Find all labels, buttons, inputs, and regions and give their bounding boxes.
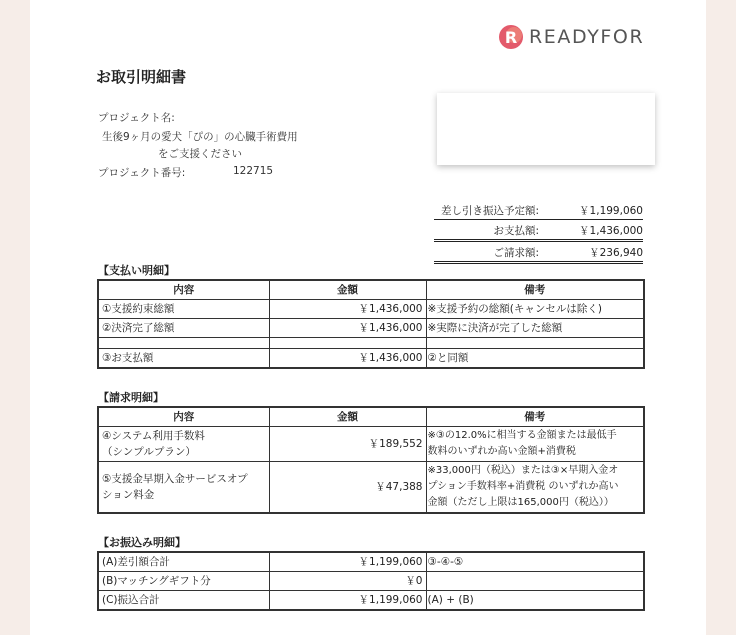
billing-table (97, 406, 645, 514)
logo-wordmark: READYFOR (529, 26, 645, 48)
note-cell (426, 572, 644, 591)
note-line: ※③の12.0%に相当する金額または最低手 (427, 430, 617, 441)
summary-label: お支払額: (493, 225, 539, 237)
payment-table (97, 279, 645, 369)
table-header-row (98, 407, 644, 427)
table-row (98, 591, 644, 611)
summary-row-billing (434, 242, 643, 264)
project-name-line2: をご支援ください (158, 148, 242, 160)
summary-row-payment (434, 220, 643, 242)
item-cell: ②決済完了総額 (98, 319, 269, 338)
item-cell: ③お支払額 (98, 349, 269, 369)
summary-box (434, 200, 643, 264)
item-cell (98, 338, 269, 349)
summary-label: ご請求額: (493, 247, 539, 259)
note-line: ※33,000円（税込）または③×早期入金オ (427, 465, 619, 476)
item-line: ション料金 (102, 489, 155, 501)
statement-page (30, 0, 706, 635)
project-number: 122715 (233, 165, 274, 177)
item-line: （シンプルプラン） (102, 446, 196, 458)
table-row (98, 300, 644, 319)
column-header: 備考 (426, 280, 644, 300)
item-cell (98, 427, 269, 462)
item-line: ⑤支援金早期入金サービスオプ (102, 473, 248, 485)
document-title: お取引明細書 (96, 68, 187, 86)
table-spacer-row (98, 338, 644, 349)
project-number-label: プロジェクト番号: (98, 167, 186, 179)
column-header: 備考 (426, 407, 644, 427)
stamp-placeholder (437, 93, 655, 165)
note-cell: ※実際に決済が完了した総額 (426, 319, 644, 338)
transfer-table (97, 551, 645, 611)
billing-section-title: 【請求明細】 (98, 391, 164, 404)
column-header: 内容 (98, 407, 269, 427)
summary-value: ￥1,436,000 (579, 225, 643, 237)
column-header: 内容 (98, 280, 269, 300)
column-header: 金額 (269, 407, 426, 427)
amount-cell: ￥1,436,000 (269, 349, 426, 369)
readyfor-logo (498, 24, 644, 50)
column-header: 金額 (269, 280, 426, 300)
amount-cell: ￥189,552 (269, 427, 426, 462)
note-cell (426, 462, 644, 514)
payment-section-title: 【支払い明細】 (98, 264, 175, 277)
summary-label: 差し引き振込予定額: (440, 205, 539, 217)
table-row (98, 349, 644, 369)
amount-cell: ￥0 (269, 572, 426, 591)
summary-value: ￥1,199,060 (579, 205, 643, 217)
table-row (98, 572, 644, 591)
amount-cell: ￥1,199,060 (269, 591, 426, 611)
item-cell: (C)振込合計 (98, 591, 269, 611)
table-row (98, 552, 644, 572)
note-cell (426, 338, 644, 349)
note-line: 金額（ただし上限は165,000円（税込）） (427, 497, 614, 508)
note-cell: (A) + (B) (426, 591, 644, 611)
amount-cell: ￥1,199,060 (269, 552, 426, 572)
item-cell (98, 462, 269, 514)
transfer-section-title: 【お振込み明細】 (98, 536, 186, 549)
logo-mark-letter: R (504, 28, 518, 47)
note-cell (426, 427, 644, 462)
project-name-line1: 生後9ヶ月の愛犬「ぴの」の心臓手術費用 (102, 131, 298, 143)
amount-cell: ￥1,436,000 (269, 319, 426, 338)
project-name-label: プロジェクト名: (98, 112, 175, 124)
table-header-row (98, 280, 644, 300)
item-cell: (B)マッチングギフト分 (98, 572, 269, 591)
item-cell: (A)差引額合計 (98, 552, 269, 572)
amount-cell (269, 338, 426, 349)
note-cell: ③-④-⑤ (426, 552, 644, 572)
amount-cell: ￥47,388 (269, 462, 426, 514)
note-line: 数料のいずれか高い金額+消費税 (427, 446, 576, 457)
table-row (98, 427, 644, 462)
table-row (98, 462, 644, 514)
readyfor-logo-icon (498, 24, 524, 50)
summary-row-transfer (434, 200, 643, 220)
item-line: ④システム利用手数料 (102, 430, 205, 442)
summary-value: ￥236,940 (589, 247, 643, 259)
amount-cell: ￥1,436,000 (269, 300, 426, 319)
note-line: プション手数料率+消費税 のいずれか高い (427, 481, 619, 492)
note-cell: ※支援予約の総額(キャンセルは除く) (426, 300, 644, 319)
note-cell: ②と同額 (426, 349, 644, 369)
table-row (98, 319, 644, 338)
item-cell: ①支援約束総額 (98, 300, 269, 319)
